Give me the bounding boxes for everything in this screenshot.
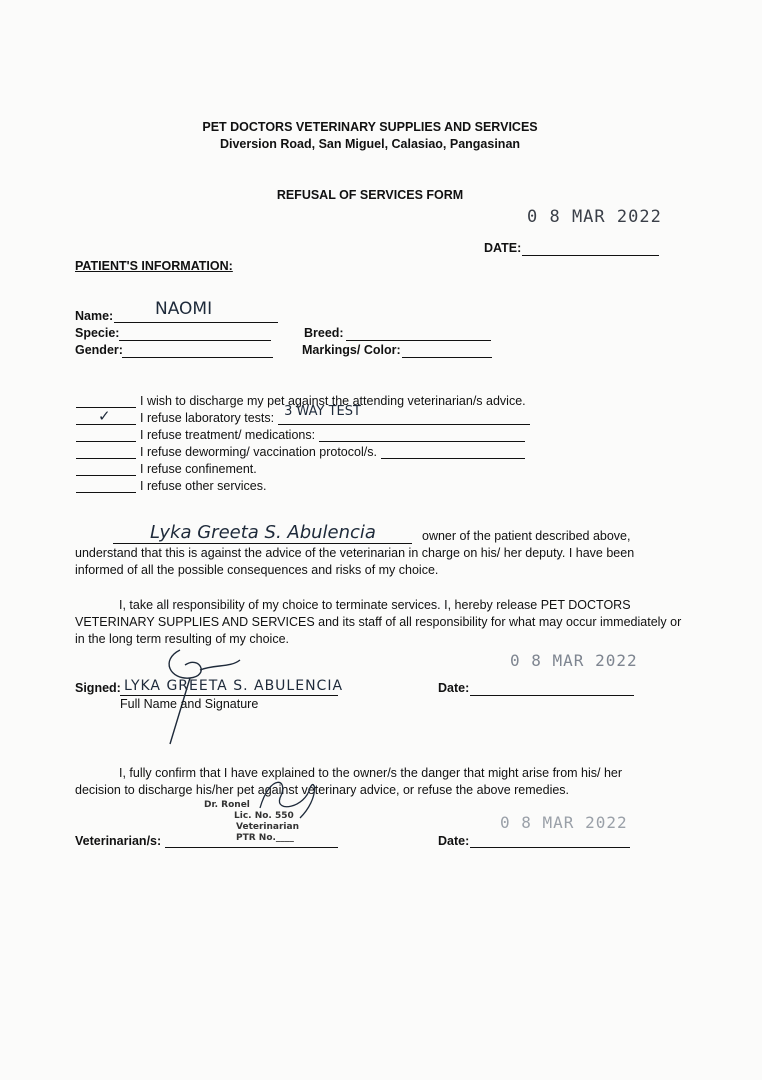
option-checkbox[interactable] [76, 393, 136, 408]
option-checkbox[interactable] [76, 407, 136, 425]
signed-name-handwritten: LYKA GREETA S. ABULENCIA [124, 678, 344, 694]
option-checkbox[interactable] [76, 444, 136, 459]
statement-line-3: informed of all the possible consequences and risks of my choice. [75, 563, 439, 577]
vet-stamp-name: Dr. Ronel [204, 800, 250, 810]
release-line-1: I, take all responsibility of my choice to terminate services. I, hereby release PET DOCTORS [119, 598, 631, 612]
specie-label: Specie: [75, 326, 120, 340]
confirm-line-2: decision to discharge his/her pet against veterinary advice, or refuse the above remedies. [75, 783, 570, 797]
check-mark-icon: ✓ [98, 407, 111, 425]
company-address: Diversion Road, San Miguel, Calasiao, Pangasinan [219, 137, 521, 151]
option-checkbox[interactable] [76, 478, 136, 493]
option-treatment [76, 427, 525, 442]
option-fill-line [319, 427, 525, 442]
option-fill-line [381, 444, 525, 459]
option-text: I refuse laboratory tests: [140, 411, 275, 425]
signed-date-line [470, 695, 634, 696]
signed-date-label: Date: [438, 681, 470, 695]
company-name: PET DOCTORS VETERINARY SUPPLIES AND SERVICES [202, 120, 538, 134]
name-value: NAOMI [155, 299, 213, 319]
name-label: Name: [75, 309, 114, 323]
vet-date-line [470, 847, 630, 848]
vet-date-label: Date: [438, 834, 470, 848]
date-label: DATE: [484, 241, 522, 255]
vet-stamp-ptr: PTR No.____ [236, 833, 294, 843]
option-text: I refuse confinement. [140, 462, 257, 476]
form-title: REFUSAL OF SERVICES FORM [276, 188, 464, 202]
vet-date-stamp: 0 8 MAR 2022 [500, 813, 628, 832]
gender-line [122, 357, 273, 358]
release-line-3: in the long term resulting of my choice. [75, 632, 289, 646]
option-lab-tests [76, 404, 530, 425]
specie-line [119, 340, 271, 341]
option-fill-line [278, 404, 530, 425]
option-other [76, 478, 266, 493]
markings-label: Markings/ Color: [302, 343, 401, 357]
option-deworming [76, 444, 525, 459]
owner-name-handwritten: Lyka Greeta S. Abulencia [150, 522, 376, 543]
option-text: I refuse deworming/ vaccination protocol/s. [140, 445, 377, 459]
option-confinement [76, 461, 257, 476]
date-stamp: 0 8 MAR 2022 [527, 207, 662, 227]
release-line-2: VETERINARY SUPPLIES AND SERVICES and its staff of all responsibility for what may occur immediately or [75, 615, 682, 629]
date-line [522, 255, 659, 256]
gender-label: Gender: [75, 343, 123, 357]
markings-line [402, 357, 492, 358]
option-fill-value: 3 WAY TEST [284, 404, 361, 419]
signed-caption: Full Name and Signature [120, 697, 259, 711]
option-text: I wish to discharge my pet against the attending veterinarian/s advice. [140, 394, 526, 408]
vet-label: Veterinarian/s: [75, 834, 162, 848]
statement-after-name: owner of the patient described above, [422, 529, 631, 543]
statement-line-2: understand that this is against the advice of the veterinarian in charge on his/ her deputy. I have been [75, 546, 635, 560]
option-checkbox[interactable] [76, 461, 136, 476]
owner-name-line [113, 543, 412, 544]
breed-label: Breed: [304, 326, 344, 340]
option-text: I refuse treatment/ medications: [140, 428, 316, 442]
name-line [114, 322, 278, 323]
vet-signature-scribble [250, 768, 330, 828]
option-text: I refuse other services. [140, 479, 267, 493]
signature-scribble [140, 640, 260, 750]
vet-stamp-title: Veterinarian [236, 822, 299, 832]
signed-date-stamp: 0 8 MAR 2022 [510, 651, 638, 670]
breed-line [346, 340, 491, 341]
option-checkbox[interactable] [76, 427, 136, 442]
vet-line [165, 847, 338, 848]
vet-stamp-license: Lic. No. 550 [234, 811, 294, 821]
confirm-line-1: I, fully confirm that I have explained to the owner/s the danger that might arise from his/ her [119, 766, 623, 780]
signed-label: Signed: [75, 681, 121, 695]
patient-section-title: PATIENT'S INFORMATION: [75, 259, 233, 273]
